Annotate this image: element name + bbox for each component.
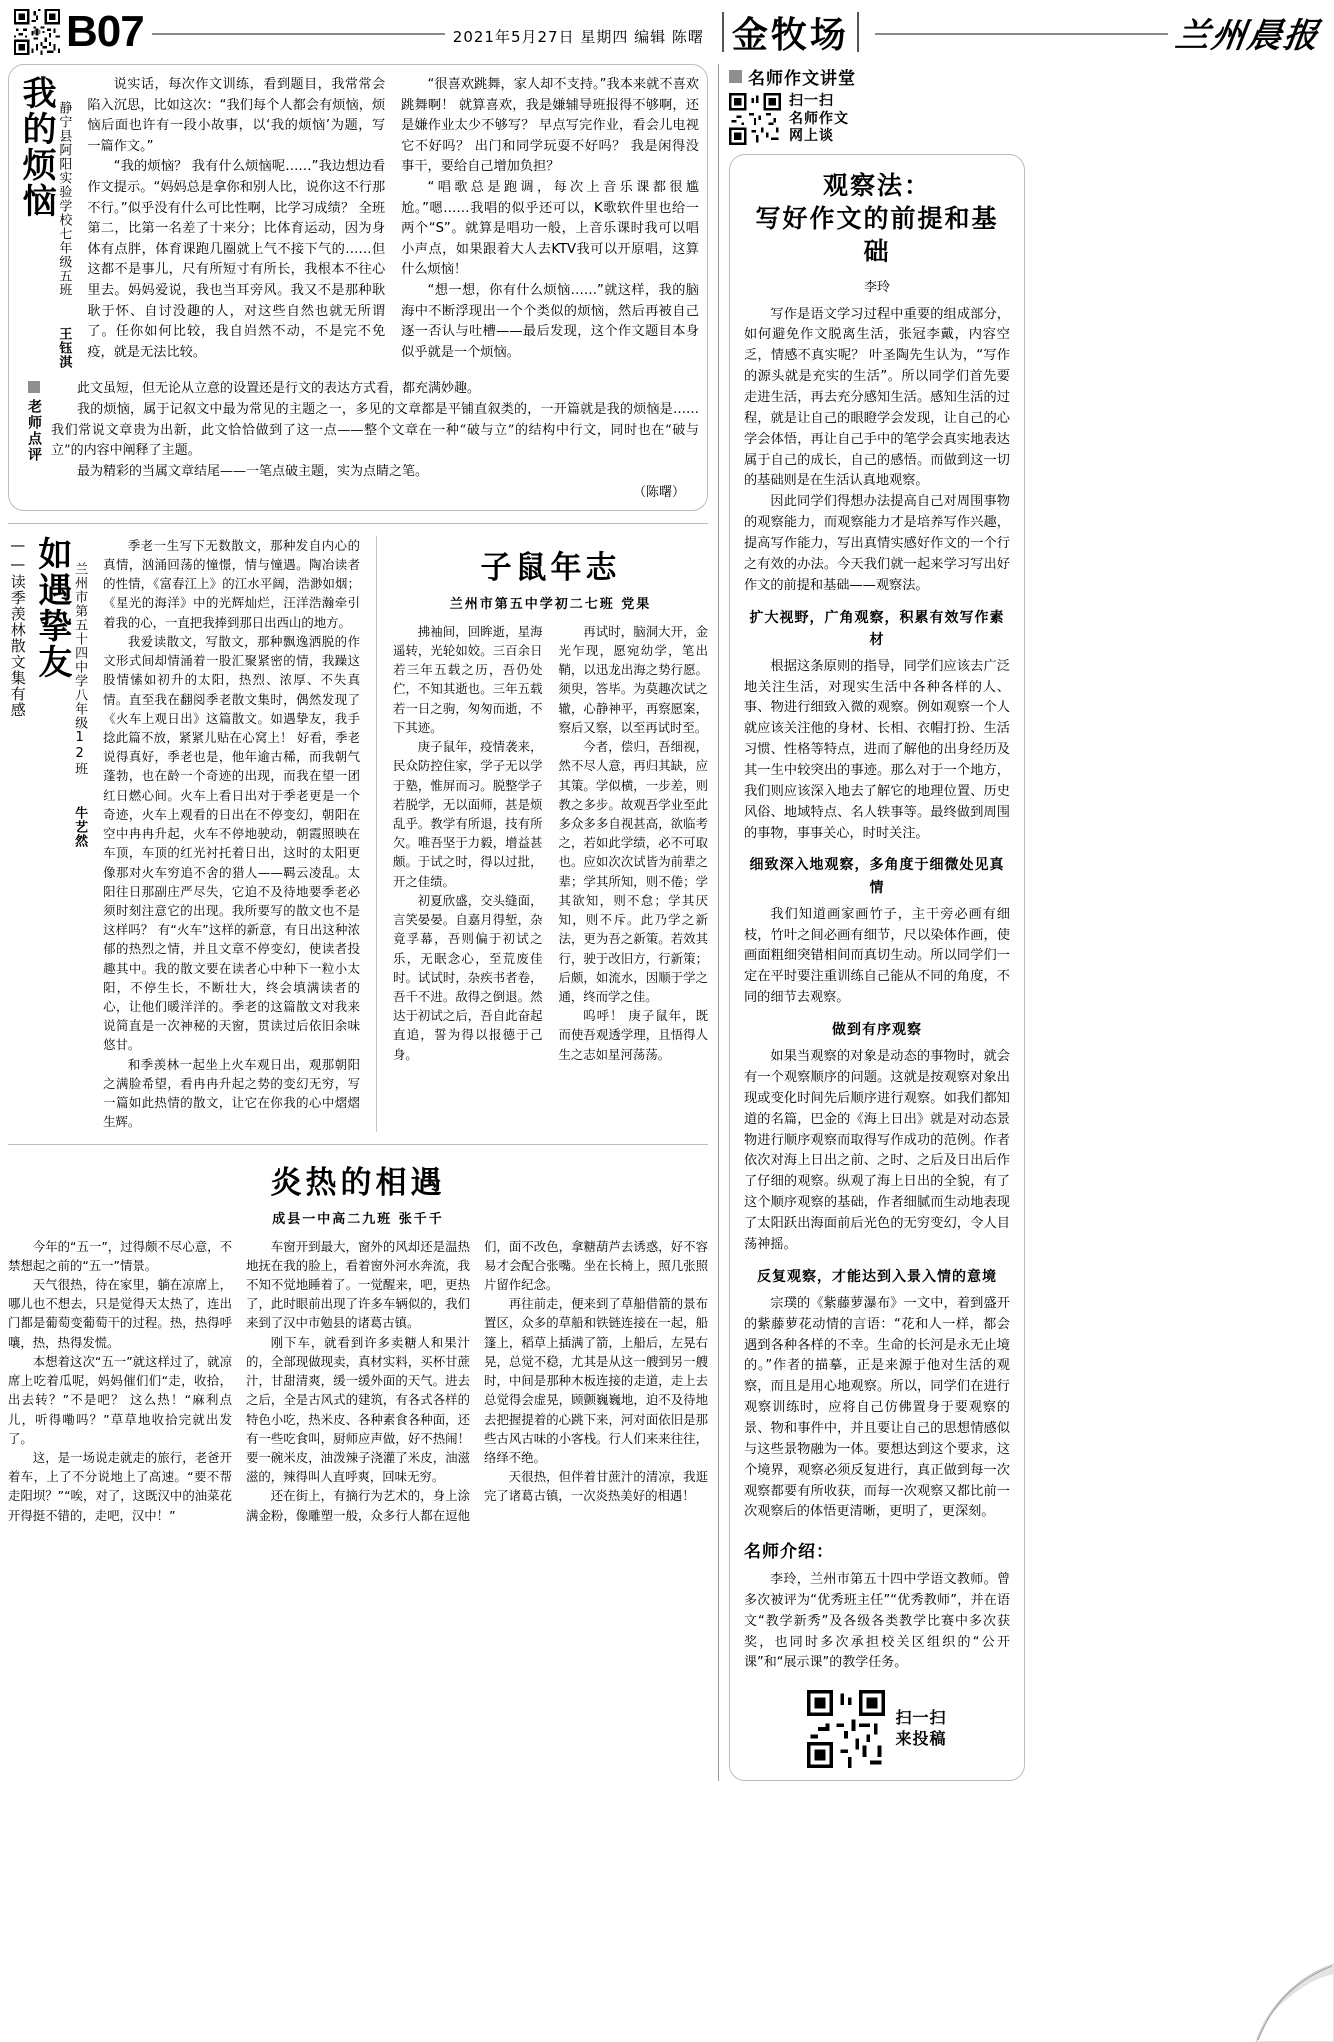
filled-square-icon	[729, 70, 742, 83]
submit-promo[interactable]	[744, 1690, 1010, 1768]
story2-byline	[71, 536, 87, 848]
story-yanre-xiangyu	[8, 1157, 708, 1525]
story-zishu-nianzhi	[376, 536, 708, 1132]
qr-code-icon[interactable]	[14, 9, 60, 55]
sidebar-para: 根据这条原则的指导，同学们应该去广泛地关注生活，对现实生活中各种各样的人、事、物进行细致入微的观察。例如观察一个人就应该关注他的身材、长相、衣帽打扮、生活习惯、性格等特点，进而了解他的出身经历及其一生中较突出的事迹。那么对于一个地方，我们则应该深入地去了解它的地理位置、历史风俗、地域特点、名人轶事等。最终做到周围的事物，事事关心，时时关注。	[744, 658, 1010, 841]
story4-para: 今年的“五一”，过得颇不尽心意，不禁想起之前的“五一”情景。	[8, 1238, 232, 1273]
story2-title: 如遇挚友	[31, 535, 72, 680]
comment-para: 此文虽短，但无论从立意的设置还是行文的表达方式看，都充满妙趣。	[77, 381, 481, 396]
story3-para: 呜呼！ 庚子鼠年，既而使吾观透学理，且悟得人生之志如星河荡荡。	[558, 1008, 708, 1062]
sidebar-title-line1: 观察法：	[822, 170, 931, 200]
column-divider	[718, 64, 719, 1781]
story2-subtitle: ——读季羡林散文集有感	[8, 535, 27, 718]
story4-para: 再往前走，便来到了草船借箭的景布置区，众多的草船和铁链连接在一起，船篷上，稻草上插满了箭，上船后，左晃右晃，总觉不稳，尤其是从这一艘到另一艘时，中间是那种木板连接的走道，走上去总觉得会虚晃，顾颤巍巍地，迫不及待地去把握提着的心跳下来，河对面依旧是那些古风古味的小客栈。行人们来来往往，络绎不绝。	[484, 1296, 708, 1465]
story4-para: 还在街上，有摘行为艺术的，身上涂满金粉，像雕塑一般，众多行人都在逗他们，面不改色，拿糖葫芦去诱惑，好不容易才会配合张嘴。坐在长椅上，照几张照片留作纪念。	[246, 1238, 708, 1523]
teacher-comment-body	[51, 379, 699, 504]
story1-author: 王钰淇	[56, 327, 72, 369]
comment-para: 我的烦恼，属于记叙文中最为常见的主题之一，多见的文章都是平铺直叙类的，一开篇就是我的烦恼是……我们常说文章贵为出新，此文恰恰做到了这一点——整个文章在一种“破与立”的结构中行文，同时也在“破与立”的内容中阐释了主题。	[51, 401, 699, 459]
filled-square-icon	[28, 381, 40, 393]
page-folio: B07	[66, 7, 144, 56]
page-curl-decoration	[1238, 1946, 1334, 2042]
story4-para: 刚下车，就看到许多卖糖人和果汁的，全部现做现卖，真材实料，买杯甘蔗汁，甘甜清爽，缓一缓外面的天气。进去之后，全是古风式的建筑，有各式各样的特色小吃，热米皮、各种素食各种面，还有一些吃食叫，厨师应声做，好不热闹！ 要一碗米皮，油泼辣子浇灌了米皮，油滋滋的，辣得叫人直呼爽，回味无穷。	[246, 1334, 470, 1485]
story2-school: 兰州市第五十四中学八年级12班	[72, 561, 88, 776]
story4-para: 车窗开到最大，窗外的风却还是温热地抚在我的脸上，看着窗外河水奔流，我不知不觉地睡着了。一觉醒来，吧，更热了，此时眼前出现了许多车辆似的，我们来到了汉中市勉县的诸葛古镇。	[246, 1238, 470, 1331]
scan-line-1: 扫一扫	[789, 93, 834, 109]
sidebar-column	[729, 64, 1025, 1781]
middle-band	[8, 536, 708, 1132]
story2-title-block	[8, 536, 93, 848]
story3-para: 再试时，脑洞大开，金光乍现，愿宛幼学，笔出鞘，以迅龙出海之势行愿。须臾，答毕。为莫趣次试之辙，心静神平，再察愿案，察后又察，以至再试时至。	[558, 623, 708, 735]
story1-body	[77, 75, 699, 363]
story4-body	[8, 1237, 708, 1525]
paper-nameplate: 兰州晨报	[1172, 15, 1323, 56]
story-my-troubles	[8, 64, 708, 511]
story2-body	[93, 536, 360, 1132]
story-ruyu-zhiyou	[8, 536, 360, 1132]
story1-title-block	[17, 75, 77, 369]
section-divider-left	[722, 12, 724, 52]
story1-para: “唱歌总是跑调，每次上音乐课都很尴尬。”嗯……我唱的似乎还可以，K歌软件里也给一两个“S”。就算是唱功一般，上音乐课时我可以唱小声点，如果跟着大人去KTV我可以开原唱，这算什么烦恼！	[401, 179, 699, 278]
scan-line-3: 网上谈	[789, 128, 834, 144]
section-divider	[8, 523, 708, 524]
story1-para: 说实话，每次作文训练，看到题目，我常常会陷入沉思，比如这次：“我们每个人都会有烦恼，烦恼后面也许有一段小故事，以‘我的烦恼’为题，写一篇作文。”	[87, 77, 386, 154]
masthead-rule-left	[152, 33, 445, 35]
story4-para: 天很热，但伴着甘蔗汁的清凉，我逛完了诸葛古镇，一次炎热美好的相遇！	[484, 1469, 708, 1504]
sidebar-title-line2: 写好作文的前提和基础	[755, 203, 999, 266]
story4-para: 这，是一场说走就走的旅行，老爸开着车，上了不分说地上了高速。“要不帮走阳坝？”“唉，对了，这既汉中的油菜花开得挺不错的，走吧，汉中！”	[8, 1449, 232, 1523]
story1-para: “我的烦恼？ 我有什么烦恼呢……”我边想边看作文提示。“妈妈总是拿你和别人比，说你这不行那不行。”似乎没有什么可比性啊，比学习成绩？ 全班第二，比第一名差了十来分；比体育运动，因为身体有点胖，体育课跑几圈就上气不接下气的……但这都不是事儿，尺有所短寸有所长，我根本不往心里去。妈妈爱说，我也当耳旁风。我又不是那种耿耿于怀、自讨没趣的人，对这些自然也就无所谓了。任你如何比较，我自岿然不动，不是完不免疫，就是无法比较。	[87, 159, 386, 360]
masthead	[8, 0, 1326, 60]
sidebar-subhead-3: 做到有序观察	[832, 1022, 922, 1038]
scan-line-2: 名师作文	[789, 110, 849, 127]
teacher-comment-tag	[17, 379, 51, 463]
sidebar-para: 如果当观察的对象是动态的事物时，就会有一个观察顺序的问题。这就是按观察对象出现或变化时间先后顺序进行观察。如我们都知道的名篇，巴金的《海上日出》就是对动态景物进行顺序观察而取得写作成功的范例。作者依次对海上日出之前、之时、之后及日出后作了仔细的观察。纵观了海上日出的全貌，有了这个顺序观察的基础，作者细腻而生动地表现了太阳跃出海面前后光色的无穷变幻，令人目荡神摇。	[744, 1049, 1010, 1252]
section-divider-right	[857, 12, 859, 52]
sidebar-para: 我们知道画家画竹子，主干旁必画有细枝，竹叶之间必画有细节，尺以染体作画，使画面粗细突错相间而真切生动。所以同学们一定在平时要注重训练自己能从不同的角度，不同的细节去观察。	[744, 906, 1010, 1006]
story3-para: 初夏欣盛，交头缝面，言笑晏晏。自嘉月得堑，杂竟孚幕，吾则偏于初试之乐，无眠念心，至荒废佳时。试试时，杂疾书者卷，吾千不进。敌得之倒退。然达于初试之后，吾自此奋起直追，誓为得以报德于己身。	[393, 892, 543, 1062]
story1-title: 我的烦恼	[16, 75, 57, 219]
story2-para: 我爱读散文，写散文，那种飘逸洒脱的作文形式间却情涌着一股汇聚紧密的情，我躁这股情愫如初升的太阳，热烈、浓厚、不失真情。直至我在翻阅季老散文集时，偶然发现了《火车上观日出》这篇散文。如遇挚友，我手捻此篇不放，紧紧儿贴在心窝上！ 好看，季老说得真好，季老也是，他年逾古稀，而我朝气蓬勃，也在龄一个奇迹的出现，而我在望一团红日燃心间。火车上看日出对于季老更是一个奇迹，火车上观看的日出在不停变幻，朝阳在空中冉冉升起，火车不停地驶动，朝霞照映在车顶，车顶的红光衬托着日出，这时的太阳更像那对火车穷追不舍的猎人——羁云凌乱。太阳往日那副庄严尽失，它迫不及待地要季老必须时刻注意它的出现。我所要写的散文也不是这样吗？ 有“火车”这样的新意，有日出这种浓郁的热烈之情，并且文章不停变幻，使读者投趣其中。我的散文要在读者心中种下一粒小太阳，不停生长，不断壮大，终会填满读者的心，让他们暖洋洋的。季老的这篇散文对我来说简直是一次神秘的天窗，贯读过后依旧余味悠甘。	[103, 633, 360, 1053]
sidebar-article-author: 李玲	[863, 279, 890, 295]
qr-code-icon[interactable]	[807, 1690, 885, 1768]
submit-promo-text	[895, 1708, 946, 1750]
teacher-intro-title: 名师介绍：	[744, 1542, 834, 1563]
sidebar-header	[729, 64, 1025, 89]
teacher-comment	[17, 379, 699, 504]
story1-byline	[55, 75, 71, 369]
story4-title: 炎热的相遇	[270, 1164, 446, 1201]
section-title: 金牧场	[731, 13, 849, 56]
teacher-intro-body	[744, 1570, 1010, 1674]
story2-para: 季老一生写下无数散文，那种发自内心的真情，汹涌回荡的憧憬，情与憧遇。陶冶读者的性情，《富春江上》的江水平阔，浩渺如烟；《星光的海洋》中的光辉灿烂，汪洋浩瀚牵引着我的心，一直把我捧到那日出西山的地方。	[103, 537, 360, 630]
sidebar-para: 因此同学们得想办法提高自己对周围事物的观察能力，而观察能力才是培养写作兴趣，提高写作能力，写出真情实感好作文的一个行之有效的办法。今天我们就一起来学习写出好作文的前提和基础——观察法。	[744, 494, 1010, 593]
qr-code-icon[interactable]	[729, 93, 781, 145]
section-divider	[8, 1144, 708, 1145]
sidebar-para: 宗璞的《紫藤萝瀑布》一文中，着到盛开的紫藤萝花动情的言语：“花和人一样，都会遇到各种各样的不幸。生命的长河是永无止境的。”作者的描摹，正是来源于他对生活的观察，而且是用心地观察。所以，同学们在进行观察训练时，应将自己仿佛置身于要观察的景、物和事件中，并且要让自己的思想情感似与这些景物融为一体。要想达到这个要求，这个境界，观察必须反复进行，真正做到每一次观察都要有所收获，而每一次观察又都比前一次观察后的体悟更清晰，更明了，更深刻。	[744, 1295, 1010, 1520]
story3-para: 今者，偿归，吾细视，然不尽人意，再归其缺，应其策。学似横，一步差，则教之多步。故观吾学业至此多众多多自视甚高，欲临考之，若如此学绩，必不可取也。应如次次试皆为前辈之辈；学其所知，则不倦；学其欲知，则不怠；学其厌知，则不斥。此乃学之新法，更为吾之新策。若效其行，驶于改旧方，行新策；后颇，如流水，因顺于学之通，终而学之佳。	[558, 739, 708, 1004]
story3-byline: 兰州市第五中学初二七班 党果	[449, 596, 652, 612]
story2-author: 牛艺然	[72, 805, 88, 848]
story4-byline: 成县一中高二九班 张千千	[272, 1211, 444, 1227]
sidebar-subhead-1: 扩大视野，广角观察，积累有效写作素材	[749, 609, 1005, 648]
sidebar-para: 写作是语文学习过程中重要的组成部分，如何避免作文脱离生活，张冠李戴，内容空乏，情感不真实呢？ 叶圣陶先生认为，“写作的源头就是充实的生活”。所以同学们首先要走进生活，再去充分感知生活。感知生活的过程，就是让自己的眼瞪学会发现，让自己的心学会体悟，再让自己手中的笔学会真实地表达属于自己的成长，自己的感悟。而做到这一切的基础则是在生活认真地观察。	[744, 306, 1010, 489]
submit-line-2: 来投稿	[895, 1729, 947, 1749]
sidebar-article	[729, 154, 1025, 1782]
masthead-rule-right	[875, 33, 1168, 35]
comment-para: 最为精彩的当属文章结尾——一笔点破主题，实为点睛之笔。	[77, 464, 429, 480]
comment-signature: （陈曙）	[632, 484, 685, 500]
story3-body	[393, 622, 708, 1064]
story3-para: 拂袖间，回眸逝，星海遥转，光轮如姣。三百余日若三年五载之历，吾仍处伫，不知其逝也。三年五载若一日之驹，匆匆而逝，不下其迹。	[393, 623, 543, 735]
story3-title: 子鼠年志	[480, 549, 621, 586]
sidebar-article-title	[744, 169, 1010, 268]
masthead-date: 2021年5月27日 星期四 编辑 陈曙	[452, 27, 704, 46]
story2-para: 和季羡林一起坐上火车观日出，观那朝阳之满脸希望，看冉冉升起之势的变幻无穷，写一篇如此热情的散文，让它在你我的心中熠熠生辉。	[103, 1056, 360, 1130]
story1-school: 静宁县阿阳实验学校七年级五班	[56, 101, 72, 297]
story4-para: 天气很热，待在家里，躺在凉席上，哪儿也不想去，只是觉得天太热了，连出门都是葡萄变葡萄干的过程。热，热得呼嚷，热，热得发慌。	[8, 1277, 232, 1350]
main-column	[8, 64, 708, 1781]
sidebar-subhead-2: 细致深入地观察，多角度于细微处见真情	[749, 857, 1005, 896]
scan-promo[interactable]	[729, 93, 1025, 146]
content-grid	[8, 64, 1326, 1781]
story1-para: “想一想，你有什么烦恼……”就这样，我的脑海中不断浮现出一个个类似的烦恼，然后再被自己逐一否认与吐槽——最后发现，这个作文题目本身似乎就是一个烦恼。	[401, 282, 699, 360]
teacher-intro-para: 李玲，兰州市第五十四中学语文教师。曾多次被评为“优秀班主任”“优秀教师”，并在语文“教学新秀”及各级各类教学比赛中多次获奖，也同时多次承担校关区组织的“公开课”和“展示课”的教学任务。	[744, 1572, 1010, 1671]
story3-para: 庚子鼠年，疫情袭来，民众防控住家，学子无以学于塾，惟屏而习。脱整学子若脱学，无以面师，甚是烦乱乎。教学有所退，技有所欠。唯吾坚于力毅，增益甚颇。于试之时，得以过批，开之佳绩。	[393, 739, 543, 889]
sidebar-subhead-4: 反复观察，才能达到入景入情的意境	[757, 1268, 997, 1285]
sidebar-header-label: 名师作文讲堂	[748, 69, 856, 89]
sidebar-article-body	[744, 305, 1010, 1524]
story4-para: 本想着这次“五一”就这样过了，就凉席上吃着瓜呢，妈妈催们们“走，收拾，出去转？”不是吧？ 这么热！“麻利点儿，听得嘞吗？”草草地收拾完就出发了。	[8, 1353, 232, 1446]
scan-promo-text	[789, 93, 849, 146]
story1-para: “很喜欢跳舞，家人却不支持。”我本来就不喜欢跳舞啊！ 就算喜欢，我是嫌辅导班报得不够啊，还是嫌作业太少不够写？ 早点写完作业，看会儿电视它不好吗？ 出门和同学玩耍不好吗？ 我是闲得没事干，要给自己增加负担？	[401, 77, 699, 175]
teacher-comment-label: 老师点评	[26, 399, 42, 463]
submit-line-1: 扫一扫	[895, 1708, 947, 1728]
